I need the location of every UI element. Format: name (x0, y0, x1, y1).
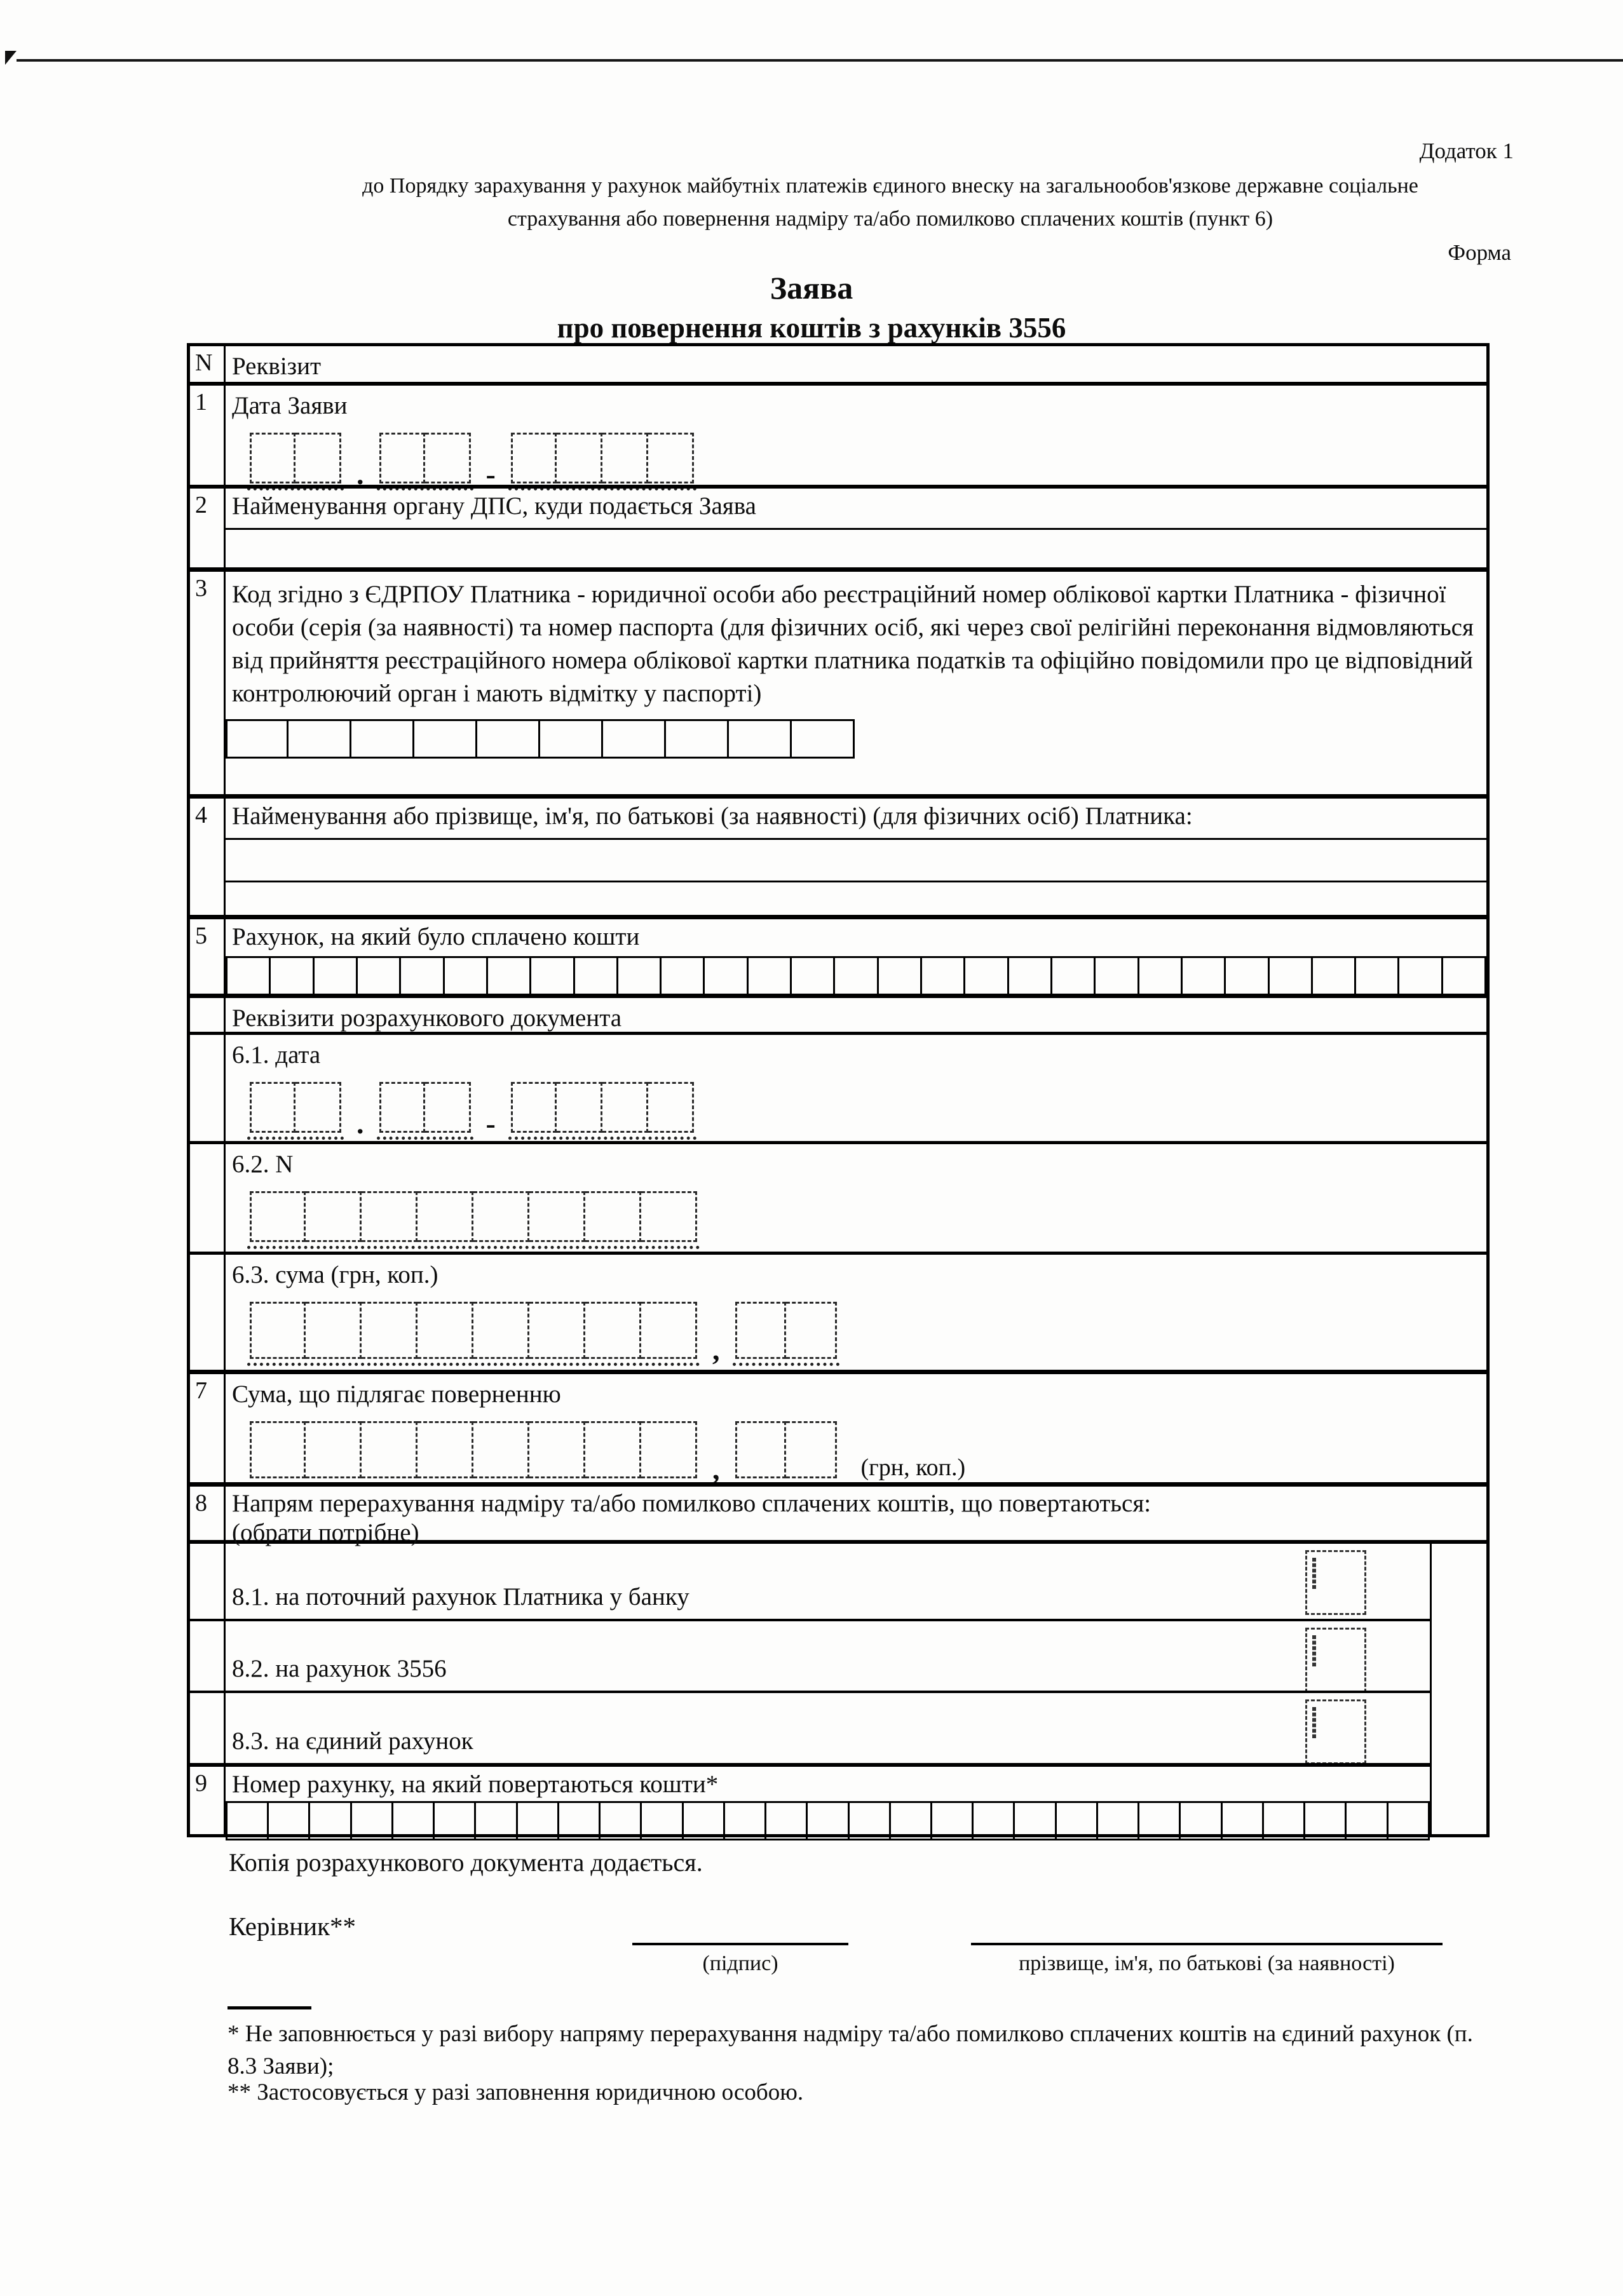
right-strip (1432, 1691, 1486, 1763)
input-cell[interactable] (1139, 956, 1183, 996)
input-cell[interactable] (362, 1302, 418, 1359)
input-cell[interactable] (435, 1801, 476, 1840)
row-3-payer-code (190, 567, 1486, 794)
row-7-label: Сума, що підлягає поверненню (232, 1381, 561, 1408)
input-cell[interactable] (1009, 956, 1052, 996)
row-4-blank-line-2[interactable] (232, 882, 1480, 919)
input-cell[interactable] (269, 1801, 310, 1840)
input-cell[interactable] (1226, 956, 1269, 996)
input-cell[interactable] (766, 1801, 808, 1840)
application-table (187, 343, 1490, 1837)
column-header-requisite: Реквізит (232, 353, 322, 380)
row-6-number-empty (190, 998, 226, 1032)
input-cell[interactable] (648, 1082, 694, 1133)
doc-date-year-cells (508, 1082, 696, 1140)
refund-sum-kopiyky-cells (733, 1421, 839, 1485)
right-strip (1432, 1619, 1486, 1691)
input-cell[interactable] (1139, 1801, 1181, 1840)
input-cell[interactable] (601, 1801, 642, 1840)
input-cell[interactable] (1057, 1801, 1098, 1840)
application-date-input (247, 433, 1480, 490)
input-cell[interactable] (250, 1421, 306, 1478)
input-cell[interactable] (250, 1302, 306, 1359)
input-cell[interactable] (310, 1801, 351, 1840)
input-cell[interactable] (226, 1801, 269, 1840)
row-8-label-line1: Напрям перерахування надміру та/або помилково сплачених коштів, що повертаються: (232, 1490, 1151, 1517)
input-cell[interactable] (618, 956, 662, 996)
refund-sum-comma: , (712, 1453, 720, 1485)
input-cell[interactable] (1356, 956, 1399, 996)
input-cell[interactable] (666, 719, 729, 759)
input-cell[interactable] (306, 1302, 362, 1359)
column-header-n: N (190, 346, 226, 382)
row-4-payer-name (190, 794, 1486, 915)
footnote-2: ** Застосовується у разі заповнення юридичною особою. (227, 2079, 804, 2105)
row-1-application-date (190, 382, 1486, 490)
input-cell[interactable] (1270, 956, 1313, 996)
form-subtitle: про повернення коштів з рахунків 3556 (557, 312, 1066, 344)
input-cell[interactable] (602, 433, 648, 483)
input-cell[interactable] (585, 1191, 641, 1242)
input-cell[interactable] (352, 1801, 393, 1840)
input-cell[interactable] (362, 1191, 418, 1242)
input-cell[interactable] (1399, 956, 1443, 996)
input-cell[interactable] (1264, 1801, 1305, 1840)
input-cell[interactable] (295, 433, 341, 483)
input-cell[interactable] (642, 1801, 683, 1840)
input-cell[interactable] (295, 1082, 341, 1133)
checkbox-account-3556[interactable] (1305, 1628, 1366, 1692)
doc-sum-kopiyky-cells (733, 1302, 839, 1366)
input-cell[interactable] (965, 956, 1008, 996)
row-8-2-label: 8.2. на рахунок 3556 (232, 1655, 447, 1682)
row-8-3-label: 8.3. на єдиний рахунок (232, 1727, 473, 1755)
doc-date-month-cells (377, 1082, 473, 1140)
input-cell[interactable] (557, 433, 602, 483)
input-cell[interactable] (226, 719, 289, 759)
input-cell[interactable] (393, 1801, 435, 1840)
input-cell[interactable] (362, 1421, 418, 1478)
scan-artifact-mark (5, 51, 17, 65)
row-6-2-number-empty (190, 1144, 226, 1252)
row-6-3-label: 6.3. сума (грн, коп.) (232, 1261, 438, 1288)
input-cell[interactable] (891, 1801, 932, 1840)
footnote-1: * Не заповнюється у разі вибору напряму перерахування надміру та/або помилково сплачених коштів на єдиний рахунок (п. 8.3 Заяви); (227, 2021, 1473, 2079)
signer-role-label: Керівник** (229, 1912, 357, 1941)
appendix-reference-line1: до Порядку зарахування у рахунок майбутніх платежів єдиного внеску на загальнообов'язкове державне соціальне (362, 174, 1418, 198)
input-cell[interactable] (879, 956, 922, 996)
row-4-label: Найменування або прізвище, ім'я, по батькові (за наявності) (для фізичних осіб) Платника: (226, 799, 1486, 840)
row-1-number: 1 (190, 386, 226, 485)
input-cell[interactable] (735, 1421, 786, 1478)
row-6-1-document-date (190, 1032, 1486, 1141)
checkbox-inner (1312, 1558, 1316, 1589)
input-cell[interactable] (226, 956, 271, 996)
input-cell[interactable] (529, 1302, 585, 1359)
input-cell[interactable] (1443, 956, 1486, 996)
row-6-label: Реквізити розрахункового документа (232, 1004, 622, 1032)
input-cell[interactable] (575, 956, 618, 996)
row-9-refund-account (190, 1763, 1486, 1834)
row-8-2-number-empty (190, 1621, 226, 1691)
doc-date-separator-dot: . (357, 1107, 364, 1140)
document-date-input (247, 1082, 1480, 1140)
input-cell[interactable] (250, 433, 295, 483)
row-9-label: Номер рахунку, на який повертаються кошти* (232, 1771, 719, 1798)
input-cell[interactable] (1223, 1801, 1264, 1840)
input-cell[interactable] (418, 1421, 473, 1478)
input-cell[interactable] (974, 1801, 1015, 1840)
input-cell[interactable] (511, 433, 557, 483)
input-cell[interactable] (641, 1302, 697, 1359)
row-6-section-header (190, 994, 1486, 1032)
input-cell[interactable] (473, 1191, 529, 1242)
signature-line (632, 1943, 848, 1945)
input-cell[interactable] (792, 719, 855, 759)
refund-account-cells (226, 1801, 1430, 1840)
date-separator-dot: . (357, 458, 364, 490)
checkbox-current-bank-account[interactable] (1305, 1550, 1366, 1615)
input-cell[interactable] (473, 1421, 529, 1478)
date-separator-dash: - (486, 458, 496, 490)
document-sum-input (247, 1302, 1480, 1366)
input-cell[interactable] (602, 1082, 648, 1133)
input-cell[interactable] (1389, 1801, 1430, 1840)
row-7-currency-hint: (грн, коп.) (860, 1454, 966, 1482)
name-line (971, 1943, 1443, 1945)
input-cell[interactable] (250, 1191, 306, 1242)
form-label: Форма (1448, 240, 1511, 265)
input-cell[interactable] (414, 719, 477, 759)
input-cell[interactable] (585, 1302, 641, 1359)
date-day-cells (247, 433, 344, 490)
input-cell[interactable] (271, 956, 314, 996)
row-8-refund-direction (190, 1482, 1486, 1544)
name-caption: прізвище, ім'я, по батькові (за наявності) (1019, 1952, 1395, 1975)
input-cell[interactable] (445, 956, 488, 996)
input-cell[interactable] (306, 1421, 362, 1478)
doc-sum-comma: , (712, 1334, 720, 1366)
row-8-1-option (190, 1544, 1486, 1619)
row-5-label: Рахунок, на який було сплачено кошти (232, 923, 640, 950)
input-cell[interactable] (662, 956, 705, 996)
input-cell[interactable] (250, 1082, 295, 1133)
row-2-number: 2 (190, 489, 226, 567)
input-cell[interactable] (1305, 1801, 1347, 1840)
input-cell[interactable] (473, 1302, 529, 1359)
row-7-refund-sum (190, 1370, 1486, 1485)
payer-code-cells (226, 719, 1480, 759)
input-cell[interactable] (735, 1302, 786, 1359)
row-2-blank-field[interactable] (232, 530, 1480, 567)
checkbox-single-account[interactable] (1305, 1699, 1366, 1764)
input-cell[interactable] (1096, 956, 1139, 996)
row-4-blank-line-1[interactable] (226, 840, 1486, 882)
row-8-1-number-empty (190, 1544, 226, 1619)
signature-caption: (підпис) (702, 1952, 778, 1975)
input-cell[interactable] (418, 1191, 473, 1242)
input-cell[interactable] (529, 1191, 585, 1242)
refund-sum-hryvnia-cells (247, 1421, 700, 1485)
input-cell[interactable] (648, 433, 694, 483)
input-cell[interactable] (540, 719, 603, 759)
row-8-number: 8 (190, 1487, 226, 1540)
input-cell[interactable] (358, 956, 401, 996)
input-cell[interactable] (808, 1801, 849, 1840)
input-cell[interactable] (585, 1421, 641, 1478)
date-month-cells (377, 433, 473, 490)
input-cell[interactable] (641, 1421, 697, 1478)
row-6-3-document-sum (190, 1252, 1486, 1370)
input-cell[interactable] (529, 1421, 585, 1478)
row-6-2-label: 6.2. N (232, 1151, 294, 1178)
doc-date-day-cells (247, 1082, 344, 1140)
input-cell[interactable] (379, 1082, 425, 1133)
input-cell[interactable] (1347, 1801, 1388, 1840)
input-cell[interactable] (401, 956, 444, 996)
row-9-number: 9 (190, 1767, 226, 1834)
row-8-1-label: 8.1. на поточний рахунок Платника у банку (232, 1583, 689, 1611)
row-1-label: Дата Заяви (232, 392, 348, 419)
input-cell[interactable] (289, 719, 351, 759)
row-2-tax-authority (190, 485, 1486, 567)
row-6-1-label: 6.1. дата (232, 1041, 321, 1069)
input-cell[interactable] (684, 1801, 725, 1840)
input-cell[interactable] (379, 433, 425, 483)
input-cell[interactable] (850, 1801, 891, 1840)
appendix-reference-line2: страхування або повернення надміру та/або помилково сплачених коштів (пункт 6) (507, 207, 1273, 231)
paid-account-cells (226, 956, 1486, 996)
input-cell[interactable] (488, 956, 531, 996)
input-cell[interactable] (725, 1801, 766, 1840)
refund-sum-input (247, 1421, 1480, 1485)
row-7-number: 7 (190, 1374, 226, 1482)
input-cell[interactable] (1183, 956, 1226, 996)
document-number-input (247, 1191, 1480, 1249)
input-cell[interactable] (418, 1302, 473, 1359)
input-cell[interactable] (1181, 1801, 1222, 1840)
checkbox-inner (1312, 1635, 1316, 1666)
input-cell[interactable] (1098, 1801, 1139, 1840)
row-3-label: Код згідно з ЄДРПОУ Платника - юридичної особи або реєстраційний номер облікової картки Платника - фізичної особи (серія (за наявності) та номер паспорта (для фізичних осіб, які через свої релігійні переконання відмовляються від прийняття реєстраційного номера облікової картки платника податків та офіційно повідомили про це відповідний контролюючий орган і мають відмітку у паспорті) (232, 581, 1474, 707)
row-6-3-number-empty (190, 1255, 226, 1370)
input-cell[interactable] (425, 433, 471, 483)
input-cell[interactable] (1015, 1801, 1056, 1840)
date-year-cells (508, 433, 696, 490)
input-cell[interactable] (425, 1082, 471, 1133)
input-cell[interactable] (518, 1801, 559, 1840)
input-cell[interactable] (477, 719, 540, 759)
table-header-row (190, 346, 1486, 382)
input-cell[interactable] (922, 956, 965, 996)
row-6-1-number-empty (190, 1035, 226, 1141)
row-6-2-document-number (190, 1141, 1486, 1252)
row-8-2-option (190, 1619, 1486, 1691)
row-2-label: Найменування органу ДПС, куди подається Заява (226, 489, 1486, 530)
input-cell[interactable] (1052, 956, 1096, 996)
input-cell[interactable] (705, 956, 748, 996)
checkbox-inner (1312, 1707, 1316, 1738)
footnote-separator (227, 2006, 311, 2009)
input-cell[interactable] (786, 1302, 837, 1359)
input-cell[interactable] (932, 1801, 974, 1840)
input-cell[interactable] (603, 719, 666, 759)
input-cell[interactable] (729, 719, 792, 759)
copy-attached-note: Копія розрахункового документа додається. (229, 1848, 703, 1877)
doc-number-cells (247, 1191, 700, 1249)
row-8-label-line2: (обрати потрібне) (232, 1519, 419, 1546)
doc-sum-hryvnia-cells (247, 1302, 700, 1366)
row-5-paid-account (190, 915, 1486, 994)
appendix-label: Додаток 1 (1419, 138, 1514, 163)
doc-date-separator-dash: - (486, 1107, 496, 1140)
input-cell[interactable] (511, 1082, 557, 1133)
input-cell[interactable] (792, 956, 835, 996)
input-cell[interactable] (835, 956, 878, 996)
row-5-number: 5 (190, 919, 226, 994)
input-cell[interactable] (557, 1082, 602, 1133)
row-3-number: 3 (190, 572, 226, 794)
input-cell[interactable] (749, 956, 792, 996)
input-cell[interactable] (641, 1191, 697, 1242)
scan-artifact-line (17, 59, 1623, 62)
row-8-3-number-empty (190, 1693, 226, 1763)
row-8-3-option (190, 1691, 1486, 1763)
input-cell[interactable] (306, 1191, 362, 1242)
input-cell[interactable] (531, 956, 574, 996)
right-strip (1432, 1544, 1486, 1619)
input-cell[interactable] (476, 1801, 517, 1840)
right-strip (1432, 1763, 1486, 1834)
input-cell[interactable] (315, 956, 358, 996)
row-4-number: 4 (190, 799, 226, 915)
input-cell[interactable] (559, 1801, 601, 1840)
input-cell[interactable] (786, 1421, 837, 1478)
input-cell[interactable] (351, 719, 414, 759)
input-cell[interactable] (1313, 956, 1356, 996)
form-title: Заява (770, 270, 853, 306)
